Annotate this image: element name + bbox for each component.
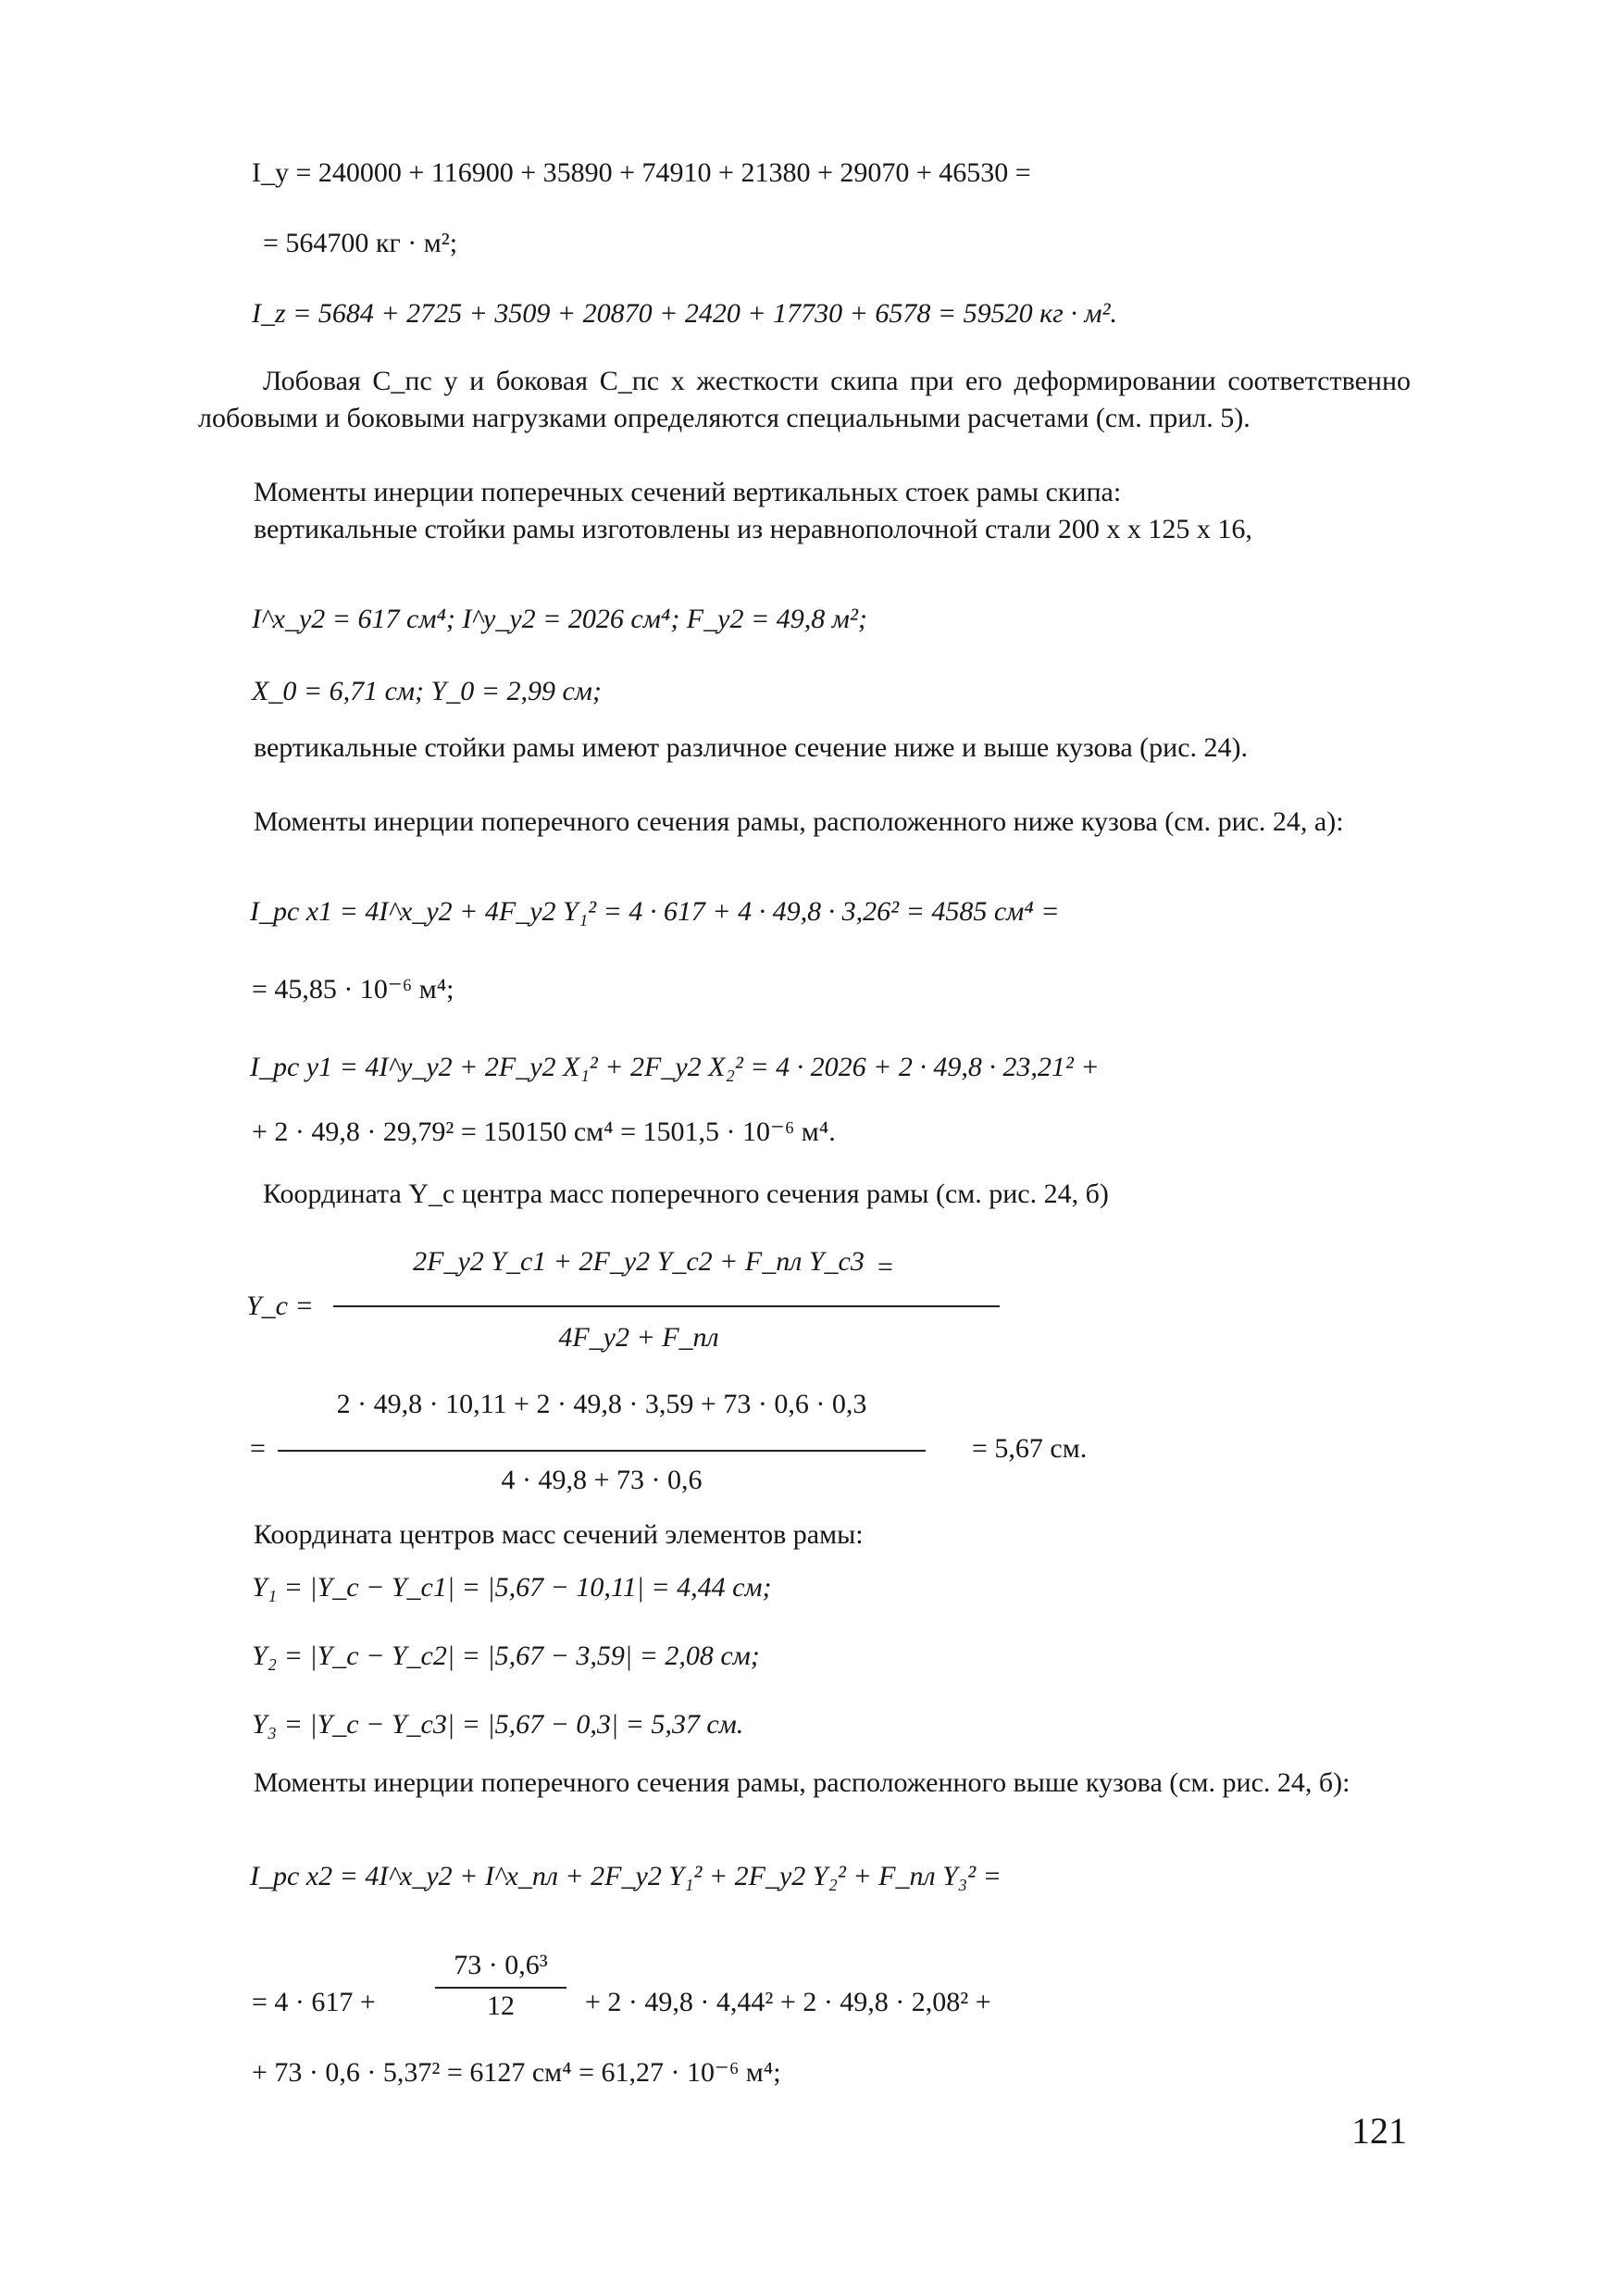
paragraph-above-body: Моменты инерции поперечного сечения рамы, расположенного выше кузова (см. рис. 24, б):: [254, 1767, 1350, 1798]
equation-y2: Y₂ = |Y_c − Y_c2| = |5,67 − 3,59| = 2,08 см;: [252, 1641, 760, 1671]
equation-irx2-line3: + 73 · 0,6 · 5,37² = 6127 см⁴ = 61,27 · 10⁻⁶ м⁴;: [252, 2057, 781, 2088]
equation-irx1-line1: I_рс x1 = 4I^x_y2 + 4F_y2 Y₁² = 4 · 617 + 4 · 49,8 · 3,26² = 4585 см⁴ =: [250, 896, 1060, 927]
equation-irx2-tail: + 2 · 49,8 · 4,44² + 2 · 49,8 · 2,08² +: [585, 1987, 991, 2017]
equation-iy-line1: I_y = 240000 + 116900 + 35890 + 74910 + 21380 + 29070 + 46530 =: [252, 157, 1031, 188]
paragraph-moments-title: Моменты инерции поперечных сечений вертикальных стоек рамы скипа:: [254, 477, 1122, 507]
equation-irx2-line1: I_рс x2 = 4I^x_y2 + I^x_пл + 2F_y2 Y₁² + 2F_y2 Y₂² + F_пл Y₃² =: [250, 1861, 1002, 1891]
equation-yc-denominator-values: 4 · 49,8 + 73 · 0,6: [501, 1465, 703, 1495]
equation-yc-numerator-values: 2 · 49,8 · 10,11 + 2 · 49,8 · 3,59 + 73 · 0,6 · 0,3: [336, 1389, 867, 1419]
equation-centroid: X_0 = 6,71 см; Y_0 = 2,99 см;: [252, 676, 602, 706]
equation-yc-denominator: 4F_y2 + F_пл: [558, 1322, 719, 1353]
equation-yc-lhs: Y_c =: [246, 1291, 314, 1321]
paragraph-coordinate-yc: Координата Y_c центра масс поперечного сечения рамы (см. рис. 24, б): [263, 1179, 1109, 1209]
page-number: 121: [1351, 2110, 1407, 2152]
fraction-bar-yc-symbolic: [333, 1305, 1000, 1307]
equation-yc-lead-equals: =: [250, 1433, 266, 1464]
paragraph-stiffness: Лобовая C_пс y и боковая C_пс x жесткости скипа при его деформировании соответственно лобовыми и боковыми нагрузками определяются специальными расчетами (см. прил. 5).: [198, 366, 1411, 433]
paragraph-below-body: Моменты инерции поперечного сечения рамы, расположенного ниже кузова (см. рис. 24, а):: [254, 806, 1344, 837]
paragraph-columns: вертикальные стойки рамы изготовлены из неравнополочной стали 200 x x 125 x 16,: [254, 514, 1252, 544]
equation-iry1-line2: + 2 · 49,8 · 29,79² = 150150 см⁴ = 1501,5 · 10⁻⁶ м⁴.: [252, 1117, 836, 1147]
equation-irx2-fraction-numerator: 73 · 0,6³: [454, 1950, 548, 1980]
equation-section-properties: I^x_y2 = 617 см⁴; I^y_y2 = 2026 см⁴; F_y2 = 49,8 м²;: [252, 604, 867, 634]
paragraph-sections: вертикальные стойки рамы имеют различное сечение ниже и выше кузова (рис. 24).: [254, 732, 1249, 763]
equation-irx2-lead: = 4 · 617 +: [252, 1987, 376, 2017]
equation-y1: Y₁ = |Y_c − Y_c1| = |5,67 − 10,11| = 4,44 см;: [252, 1572, 772, 1603]
fraction-bar-irx2: [435, 1987, 566, 1989]
fraction-bar-yc-values: [278, 1450, 926, 1452]
equation-yc-numerator: 2F_y2 Y_c1 + 2F_y2 Y_c2 + F_пл Y_c3: [413, 1246, 865, 1277]
paragraph-coordinate-centers: Координата центров масс сечений элементов рамы:: [254, 1519, 864, 1550]
equation-y3: Y₃ = |Y_c − Y_c3| = |5,67 − 0,3| = 5,37 см.: [252, 1709, 744, 1740]
equation-iz: I_z = 5684 + 2725 + 3509 + 20870 + 2420 + 17730 + 6578 = 59520 кг · м².: [252, 298, 1117, 329]
equation-irx1-line2: = 45,85 · 10⁻⁶ м⁴;: [252, 974, 454, 1004]
equation-yc-result: = 5,67 см.: [972, 1433, 1088, 1464]
equation-irx2-fraction-denominator: 12: [487, 1990, 515, 2021]
equation-iy-line2: = 564700 кг · м²;: [263, 228, 458, 258]
equation-yc-equals: =: [877, 1252, 893, 1282]
equation-iry1-line1: I_рс y1 = 4I^y_y2 + 2F_y2 X₁² + 2F_y2 X₂² = 4 · 2026 + 2 · 49,8 · 23,21² +: [250, 1052, 1100, 1082]
